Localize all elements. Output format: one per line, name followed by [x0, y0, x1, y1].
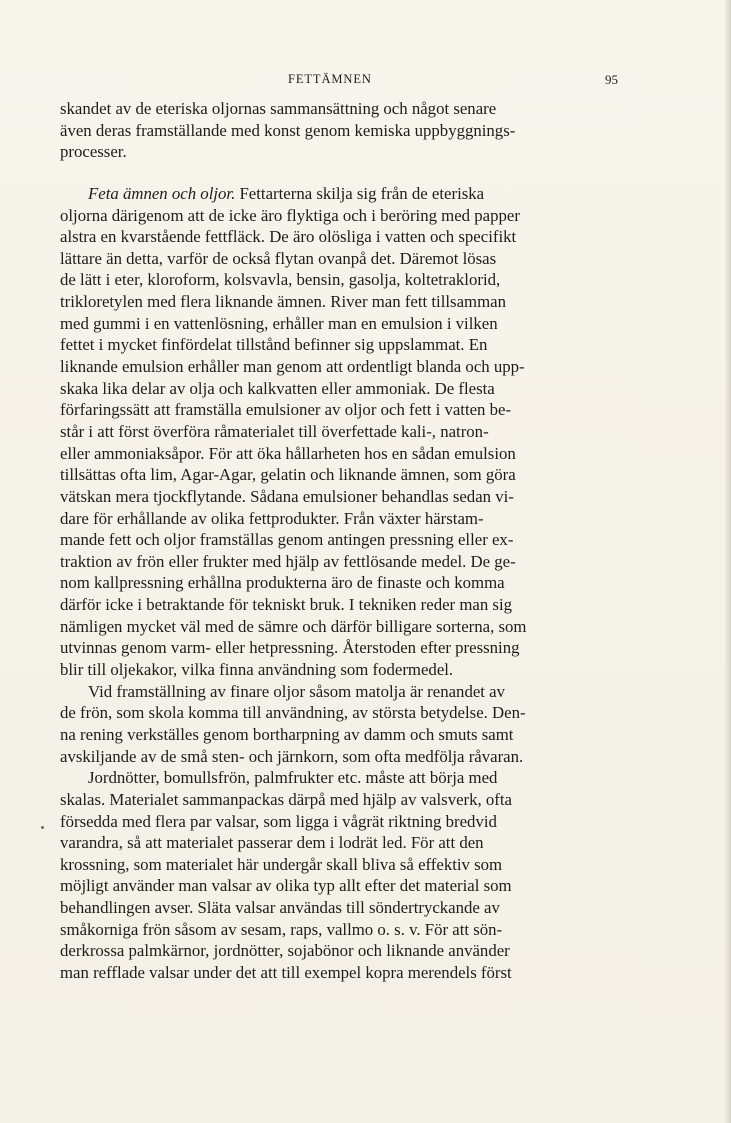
text-line: även deras framställande med konst genom kemiska uppbyggnings- [60, 120, 516, 140]
text-line: na rening verkställes genom bortharpning av damm och smuts samt [60, 724, 514, 744]
section-heading-rest: Fettarterna skilja sig från de eteriska [235, 183, 485, 203]
text-line: derkrossa palmkärnor, jordnötter, sojabönor och liknande använder [60, 941, 510, 961]
text-line: man refflade valsar under det att till exempel kopra merendels först [60, 962, 512, 982]
text-line: trikloretylen med flera liknande ämnen. River man fett tillsamman [60, 292, 506, 312]
margin-speck [41, 826, 44, 829]
text-line: står i att först överföra råmaterialet till överfettade kali-, natron- [60, 421, 489, 441]
text-line: tillsättas ofta lim, Agar-Agar, gelatin och liknande ämnen, som göra [60, 465, 516, 485]
text-line: skaka lika delar av olja och kalkvatten eller ammoniak. De flesta [60, 378, 495, 398]
text-line: de lätt i eter, kloroform, kolsvavla, bensin, gasolja, koltetraklorid, [60, 270, 501, 290]
text-line: avskiljande av de små sten- och järnkorn, som ofta medfölja råvaran. [60, 746, 524, 766]
section-heading: Feta ämnen och oljor. [88, 183, 236, 203]
text-line: liknande emulsion erhåller man genom att ordentligt blanda och upp- [60, 357, 525, 377]
text-line: traktion av frön eller frukter med hjälp av fettlösande medel. De ge- [60, 551, 516, 571]
section-paragraph [60, 183, 623, 681]
text-line: Vid framställning av finare oljor såsom matolja är renandet av [88, 681, 505, 701]
text-line: Jordnötter, bomullsfrön, palmfrukter etc. måste att börja med [88, 768, 498, 788]
text-line: förfaringssätt att framställa emulsioner av oljor och fett i vatten be- [60, 400, 512, 420]
body-text [60, 98, 623, 984]
text-line: försedda med flera par valsar, som ligga i vågrät riktning bredvid [60, 811, 497, 831]
text-line: vätskan mera tjockflytande. Sådana emulsioner behandlas sedan vi- [60, 486, 514, 506]
text-line: nämligen mycket väl med de sämre och därför billigare sorterna, som [60, 616, 527, 636]
text-line: de frön, som skola komma till användning, av största betydelse. Den- [60, 703, 526, 723]
text-line: möjligt använder man valsar av olika typ allt efter det material som [60, 876, 512, 896]
paragraph-seed-cleaning [60, 681, 623, 768]
text-line: nom kallpressning erhållna produkterna äro de finaste och komma [60, 573, 505, 593]
running-title: FETTÄMNEN [288, 72, 372, 86]
page-number: 95 [605, 72, 618, 87]
text-line: alstra en kvarstående fettfläck. De äro olösliga i vatten och specifikt [60, 227, 517, 247]
intro-paragraph [60, 98, 623, 163]
text-line: oljorna därigenom att de icke äro flyktiga och i beröring med papper [60, 205, 520, 225]
text-line: processer. [60, 142, 127, 162]
text-line: krossning, som materialet här undergår skall bliva så effektiv som [60, 854, 503, 874]
text-line: blir till oljekakor, vilka finna användning som fodermedel. [60, 660, 454, 680]
text-line: lättare än detta, varför de också flytan ovanpå det. Däremot lösas [60, 248, 497, 268]
paragraph-crushing [60, 767, 623, 983]
text-line: fettet i mycket finfördelat tillstånd befinner sig uppslammat. En [60, 335, 488, 355]
text-line: småkorniga frön såsom av sesam, raps, vallmo o. s. v. För att sön- [60, 919, 503, 939]
text-line: eller ammoniaksåpor. För att öka hållarheten hos en sådan emulsion [60, 443, 516, 463]
text-line: skandet av de eteriska oljornas sammansättning och något senare [60, 99, 497, 118]
text-line: därför icke i betraktande för tekniskt bruk. I tekniken reder man sig [60, 595, 512, 615]
text-line [60, 183, 623, 205]
text-line: skalas. Materialet sammanpackas därpå med hjälp av valsverk, ofta [60, 789, 512, 809]
text-line: behandlingen avser. Släta valsar användas till söndertryckande av [60, 898, 500, 918]
text-line: med gummi i en vattenlösning, erhåller man en emulsion i vilken [60, 313, 498, 333]
page-edge [725, 0, 731, 1123]
text-line: utvinnas genom varm- eller hetpressning. Återstoden efter pressning [60, 638, 520, 658]
text-line: mande fett och oljor framställas genom antingen pressning eller ex- [60, 530, 514, 550]
text-line: dare för erhållande av olika fettprodukter. Från växter härstam- [60, 508, 484, 528]
text-line: varandra, så att materialet passerar dem i lodrät led. För att den [60, 833, 484, 853]
